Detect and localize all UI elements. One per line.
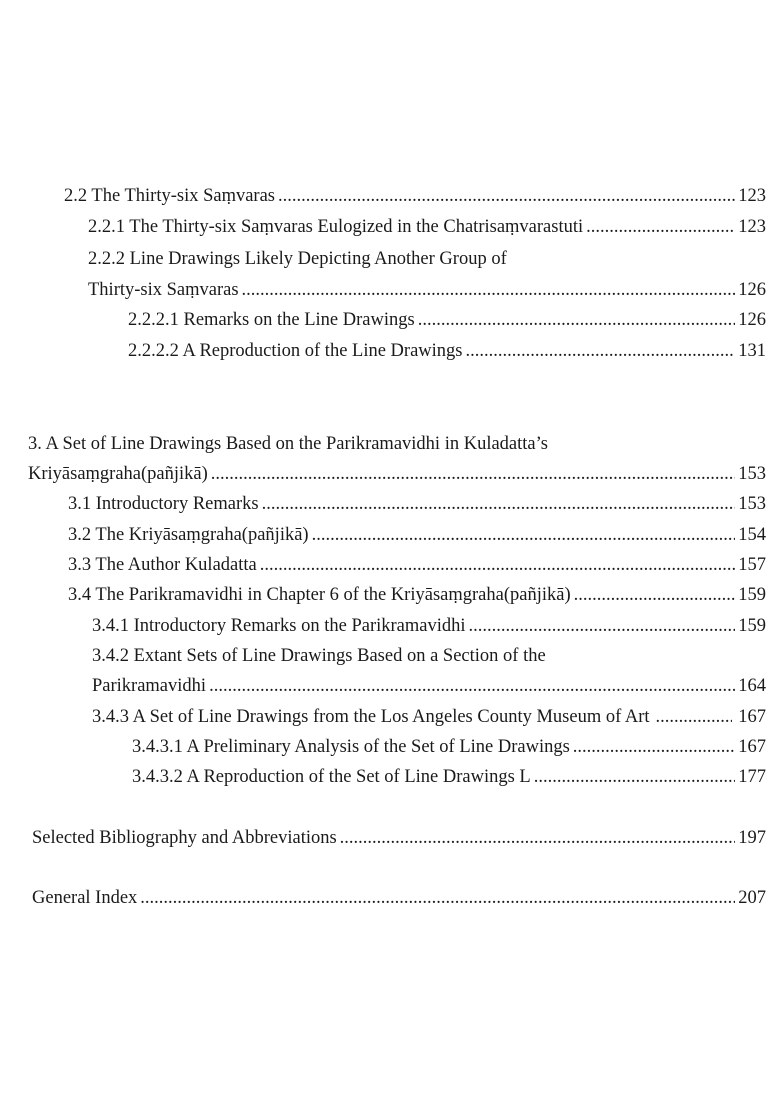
toc-entry-2-2-2-line1[interactable]: 2.2.2 Line Drawings Likely Depicting Another Group of bbox=[88, 249, 507, 269]
toc-entry-3-4-3-2[interactable] bbox=[132, 765, 766, 791]
toc-entry-title: Parikramavidhi bbox=[92, 676, 207, 696]
toc-entry-page: 131 bbox=[738, 341, 766, 361]
toc-entry-page: 153 bbox=[738, 494, 766, 514]
toc-leader-dots bbox=[586, 215, 735, 239]
toc-entry-title: 3.4.3.2 A Reproduction of the Set of Line Drawings L bbox=[132, 767, 531, 787]
toc-entry-page: 197 bbox=[738, 828, 766, 848]
toc-entry-3-1[interactable] bbox=[68, 492, 766, 518]
toc-leader-dots bbox=[340, 826, 736, 850]
toc-entry-3-3[interactable] bbox=[68, 553, 766, 579]
toc-leader-dots bbox=[312, 523, 736, 547]
toc-entry-3-4[interactable] bbox=[68, 583, 766, 609]
toc-leader-dots bbox=[534, 765, 736, 789]
toc-leader-dots bbox=[260, 553, 736, 577]
toc-leader-dots bbox=[140, 886, 735, 910]
toc-entry-title: 2.2.2.2 A Reproduction of the Line Drawings bbox=[128, 341, 463, 361]
toc-entry-2-2-2-2[interactable] bbox=[128, 339, 766, 365]
toc-entry-3-4-2-line1[interactable]: 3.4.2 Extant Sets of Line Drawings Based on a Section of the bbox=[92, 646, 546, 666]
toc-entry-title: 2.2.2.1 Remarks on the Line Drawings bbox=[128, 310, 415, 330]
toc-entry-page: 167 bbox=[738, 737, 766, 757]
toc-entry-2-2[interactable] bbox=[64, 184, 766, 210]
toc-entry-title: 3.4.3 A Set of Line Drawings from the Los Angeles County Museum of Art bbox=[92, 707, 650, 727]
toc-entry-page: 159 bbox=[738, 585, 766, 605]
toc-entry-title: 3.4.3.1 A Preliminary Analysis of the Set of Line Drawings bbox=[132, 737, 570, 757]
toc-entry-3[interactable] bbox=[28, 462, 766, 488]
toc-entry-page: 157 bbox=[738, 555, 766, 575]
toc-entry-page: 126 bbox=[738, 310, 766, 330]
toc-entry-page: 153 bbox=[738, 464, 766, 484]
toc-entry-page: 164 bbox=[738, 676, 766, 696]
toc-leader-dots bbox=[574, 583, 736, 607]
toc-leader-dots bbox=[262, 492, 736, 516]
toc-leader-dots bbox=[209, 674, 735, 698]
toc-entry-3-4-3[interactable] bbox=[92, 705, 766, 731]
toc-entry-title: 3.3 The Author Kuladatta bbox=[68, 555, 257, 575]
toc-entry-page: 177 bbox=[738, 767, 766, 787]
toc-entry-3-2[interactable] bbox=[68, 523, 766, 549]
toc-entry-title: 3.4 The Parikramavidhi in Chapter 6 of the Kriyāsaṃgraha(pañjikā) bbox=[68, 585, 571, 605]
toc-leader-dots bbox=[242, 278, 736, 302]
toc-entry-page: 126 bbox=[738, 280, 766, 300]
toc-entry-title: 2.2 The Thirty-six Saṃvaras bbox=[64, 186, 276, 206]
toc-entry-page: 167 bbox=[738, 707, 766, 727]
toc-leader-dots bbox=[418, 308, 736, 332]
toc-entry-2-2-2-1[interactable] bbox=[128, 308, 766, 334]
toc-leader-dots bbox=[469, 614, 736, 638]
toc-entry-index[interactable] bbox=[32, 886, 766, 912]
toc-leader-dots bbox=[573, 735, 735, 759]
toc-entry-title: 2.2.1 The Thirty-six Saṃvaras Eulogized in the Chatrisaṃvarastuti bbox=[88, 217, 584, 237]
toc-entry-3-4-3-1[interactable] bbox=[132, 735, 766, 761]
toc-entry-title: Thirty-six Saṃvaras bbox=[88, 280, 239, 300]
toc-leader-dots bbox=[656, 705, 733, 729]
toc-leader-dots bbox=[466, 339, 736, 363]
toc-entry-page: 154 bbox=[738, 525, 766, 545]
toc-entry-title: 3.1 Introductory Remarks bbox=[68, 494, 259, 514]
toc-entry-title: 3.4.1 Introductory Remarks on the Parikramavidhi bbox=[92, 616, 466, 636]
toc-entry-page: 123 bbox=[738, 186, 766, 206]
toc-entry-page: 123 bbox=[738, 217, 766, 237]
toc-entry-page: 207 bbox=[738, 888, 766, 908]
toc-leader-dots bbox=[211, 462, 735, 486]
toc-leader-dots bbox=[278, 184, 735, 208]
toc-entry-2-2-1[interactable] bbox=[88, 215, 766, 241]
toc-entry-3-line1[interactable]: 3. A Set of Line Drawings Based on the Parikramavidhi in Kuladatta’s bbox=[28, 434, 548, 454]
toc-entry-title: Kriyāsaṃgraha(pañjikā) bbox=[28, 464, 208, 484]
toc-entry-2-2-2[interactable] bbox=[88, 278, 766, 304]
toc-entry-3-4-1[interactable] bbox=[92, 614, 766, 640]
toc-entry-title: General Index bbox=[32, 888, 138, 908]
toc-entry-bibliography[interactable] bbox=[32, 826, 766, 852]
toc-entry-page: 159 bbox=[738, 616, 766, 636]
toc-entry-3-4-2[interactable] bbox=[92, 674, 766, 700]
toc-entry-title: Selected Bibliography and Abbreviations bbox=[32, 828, 337, 848]
toc-entry-title: 3.2 The Kriyāsaṃgraha(pañjikā) bbox=[68, 525, 309, 545]
